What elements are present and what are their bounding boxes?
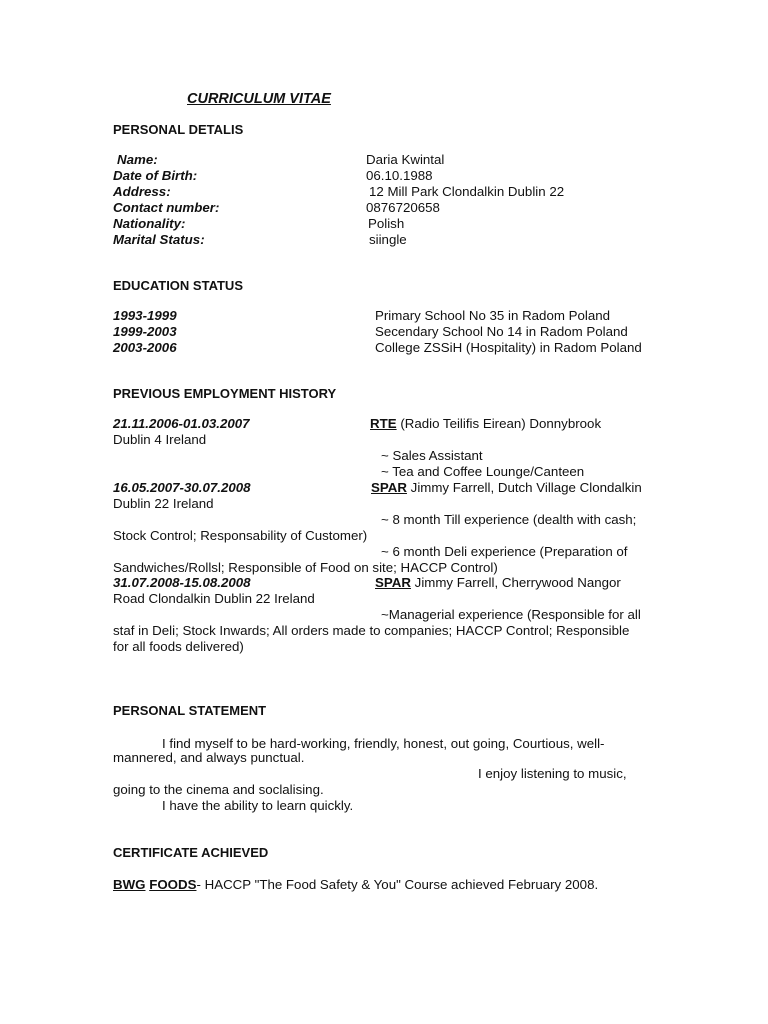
- certificate-line: [113, 877, 598, 893]
- education-years-3: 2003-2006: [113, 340, 177, 355]
- job-2-employer-line: [371, 480, 642, 496]
- job-2-location: Dublin 22 Ireland: [113, 496, 214, 511]
- cv-title: CURRICULUM VITAE: [187, 91, 331, 107]
- job-1-employer: RTE: [370, 416, 397, 431]
- statement-line-5: I have the ability to learn quickly.: [162, 798, 354, 813]
- education-school-3: College ZSSiH (Hospitality) in Radom Poland: [375, 340, 642, 355]
- job-2-employer-detail: Jimmy Farrell, Dutch Village Clondalkin: [410, 480, 642, 495]
- statement-line-1: I find myself to be hard-working, friendly, honest, out going, Courtious, well-: [162, 736, 605, 751]
- job-1-duty-2: ~ Tea and Coffee Lounge/Canteen: [381, 464, 585, 479]
- certificate-org-2: FOODS: [149, 877, 197, 892]
- job-2-duty-1-continued: Stock Control; Responsability of Customer): [113, 528, 368, 543]
- personal-details-heading: PERSONAL DETALIS: [113, 122, 244, 137]
- certificate-text: - HACCP "The Food Safety & You" Course achieved February 2008.: [196, 877, 599, 892]
- education-years-2: 1999-2003: [113, 324, 177, 339]
- job-1-dates: 21.11.2006-01.03.2007: [113, 416, 250, 431]
- education-years-1: 1993-1999: [113, 308, 177, 323]
- name-label: Name:: [117, 152, 158, 167]
- dob-label: Date of Birth:: [113, 168, 198, 183]
- certificate-org-1: BWG: [113, 877, 146, 892]
- job-3-employer: SPAR: [375, 575, 411, 590]
- employment-heading: PREVIOUS EMPLOYMENT HISTORY: [113, 386, 337, 401]
- job-2-duty-2: ~ 6 month Deli experience (Preparation of: [381, 544, 628, 559]
- job-3-employer-detail: Jimmy Farrell, Cherrywood Nangor: [414, 575, 621, 590]
- job-3-duty-1-end: for all foods delivered): [113, 639, 244, 654]
- job-3-location: Road Clondalkin Dublin 22 Ireland: [113, 591, 315, 606]
- job-2-duty-1: ~ 8 month Till experience (dealth with cash;: [381, 512, 637, 527]
- name-value: Daria Kwintal: [366, 152, 445, 167]
- education-school-1: Primary School No 35 in Radom Poland: [375, 308, 611, 323]
- statement-line-4: going to the cinema and soclalising.: [113, 782, 324, 797]
- job-2-duty-2-continued: Sandwiches/Rollsl; Responsible of Food on site; HACCP Control): [113, 560, 498, 575]
- nationality-value: Polish: [368, 216, 405, 231]
- marital-status-label: Marital Status:: [113, 232, 205, 247]
- job-3-duty-1: ~Managerial experience (Responsible for all: [381, 607, 641, 622]
- marital-status-value: siingle: [369, 232, 407, 247]
- education-heading: EDUCATION STATUS: [113, 278, 243, 293]
- job-1-location: Dublin 4 Ireland: [113, 432, 207, 447]
- job-1-employer-detail: (Radio Teilifis Eirean) Donnybrook: [400, 416, 602, 431]
- job-1-employer-line: [370, 416, 601, 432]
- nationality-label: Nationality:: [113, 216, 186, 231]
- job-3-employer-line: [375, 575, 621, 591]
- statement-heading: PERSONAL STATEMENT: [113, 703, 267, 718]
- contact-label: Contact number:: [113, 200, 220, 215]
- address-label: Address:: [113, 184, 171, 199]
- statement-line-3: I enjoy listening to music,: [478, 766, 627, 781]
- contact-value: 0876720658: [366, 200, 440, 215]
- job-3-dates: 31.07.2008-15.08.2008: [113, 575, 251, 590]
- dob-value: 06.10.1988: [366, 168, 433, 183]
- job-3-duty-1-continued: staf in Deli; Stock Inwards; All orders made to companies; HACCP Control; Responsible: [113, 623, 630, 638]
- certificate-heading: CERTIFICATE ACHIEVED: [113, 845, 269, 860]
- job-2-dates: 16.05.2007-30.07.2008: [113, 480, 251, 495]
- job-2-employer: SPAR: [371, 480, 407, 495]
- address-value: 12 Mill Park Clondalkin Dublin 22: [369, 184, 565, 199]
- job-1-duty-1: ~ Sales Assistant: [381, 448, 483, 463]
- education-school-2: Secendary School No 14 in Radom Poland: [375, 324, 628, 339]
- statement-line-2: mannered, and always punctual.: [113, 750, 305, 765]
